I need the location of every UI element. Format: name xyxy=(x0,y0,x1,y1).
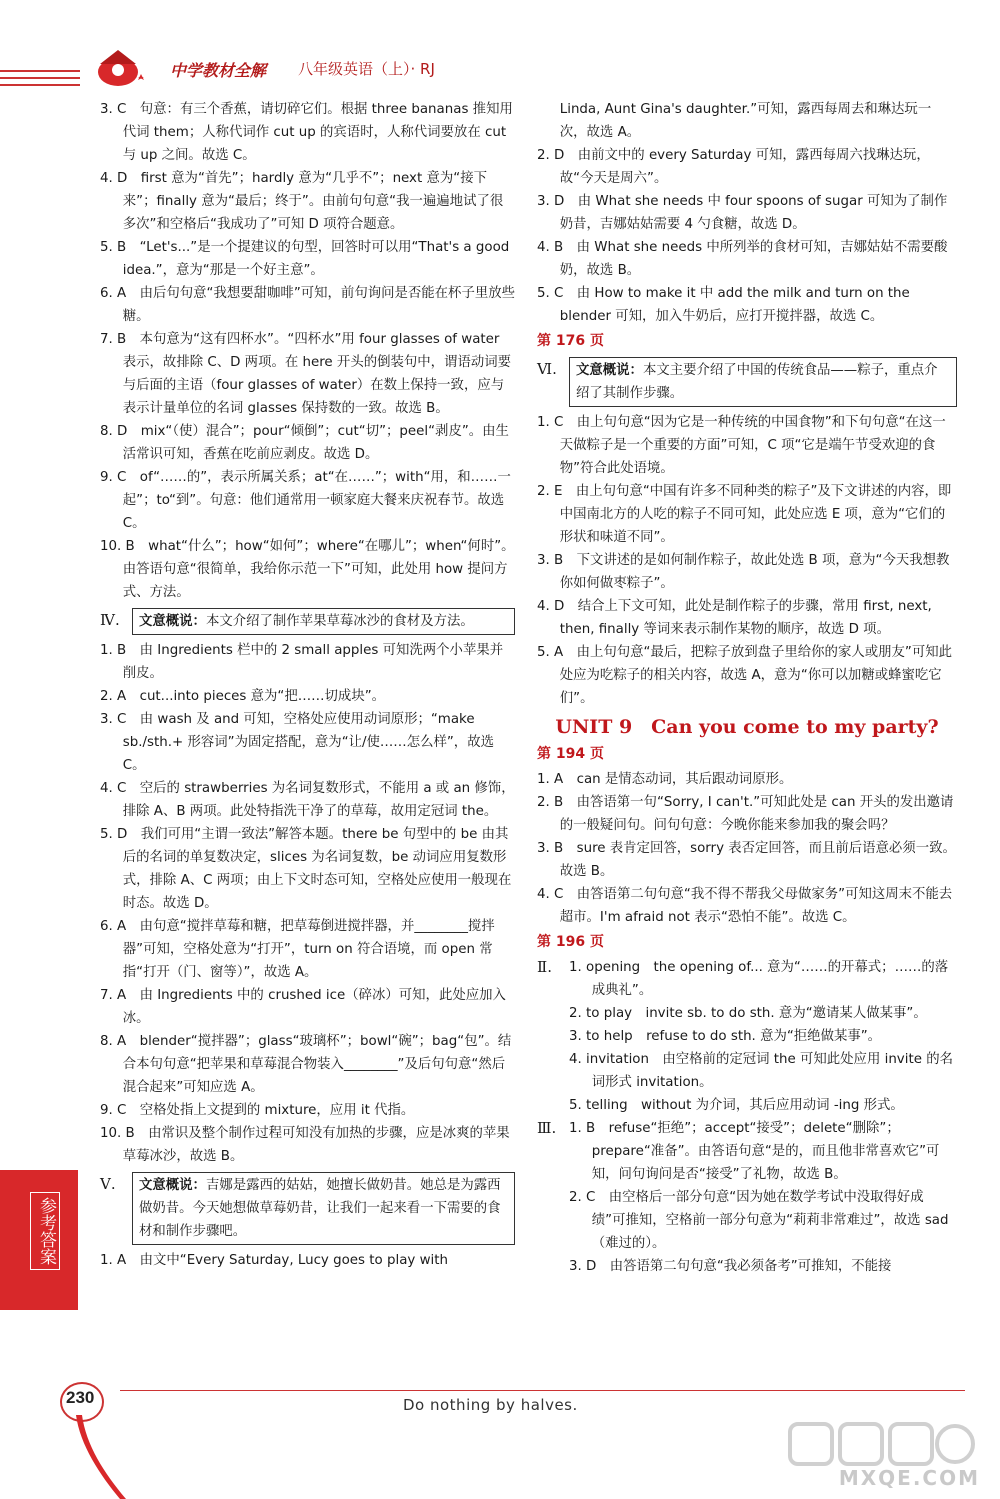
answer-item: 1. B 由 Ingredients 栏中的 2 small apples 可知洗两个小苹果并削皮。 xyxy=(100,643,504,681)
summary-label: 文意概说： xyxy=(139,1178,206,1193)
page-reference: 第 196 页 xyxy=(537,934,604,950)
section-numeral: Ⅳ. xyxy=(100,611,120,629)
answer-item: 8. D mix“（使）混合”；pour“倾倒”；cut“切”；peel“剥皮”。由生活常识可知，香蕉在吃前应剥皮。故选 D。 xyxy=(100,424,509,462)
answer-item: 2. E 由上句句意“中国有许多不同种类的粽子”及下文讲述的内容，即中国南北方的人吃的粽子不同可知，此处应选 E 项，意为“它们的形状和味道不同”。 xyxy=(537,484,952,545)
answer-item: 10. B what“什么”；how“如何”；where“在哪儿”；when“何时”。由答语句意“很简单，我给你示范一下”可知，此处用 how 提问方式、方法。 xyxy=(100,539,515,600)
summary-label: 文意概说： xyxy=(576,363,643,378)
answer-item: 2. A cut...into pieces 意为“把……切成块”。 xyxy=(100,689,386,704)
answer-item: 4. B 由 What she needs 中所列举的食材可知，吉娜姑姑不需要酸奶，故选 B。 xyxy=(537,240,948,278)
summary-text: 吉娜是露西的姑姑，她擅长做奶昔。她总是为露西做奶昔。今天她想做草莓奶昔，让我们一起来看一下需要的食材和制作步骤吧。 xyxy=(139,1178,501,1239)
answer-item: 3. D 由答语第二句句意“我必须备考”可推知，不能接 xyxy=(569,1259,892,1274)
answer-item: 4. invitation 由空格前的定冠词 the 可知此处应用 invite 的名词形式 invitation。 xyxy=(569,1052,953,1090)
page-header xyxy=(0,30,1000,100)
answer-item: 7. B 本句意为“这有四杯水”。“四杯水”用 four glasses of water 表示，故排除 C、D 两项。在 here 开头的倒装句中，谓语动词要与后面的主语（four glasses of water）在数上保持一致，应与表示计量单位的名词 glasses 保持数的一致。故选 B。 xyxy=(100,332,512,416)
side-tab-label: 参考答案 xyxy=(30,1192,60,1270)
page-reference: 第 194 页 xyxy=(537,746,604,762)
answer-item: 3. B 下文讲述的是如何制作粽子，故此处选 B 项，意为“今天我想教你如何做枣粽子”。 xyxy=(537,553,950,591)
answer-item: 8. A blender“搅拌器”；glass“玻璃杯”；bowl“碗”；bag“包”。结合本句句意“把苹果和草莓混合物装入________”及后句句意“然后混合起来”可知应选 A。 xyxy=(100,1034,512,1095)
section-4-header xyxy=(100,608,515,635)
answer-item: 5. telling without 为介词，其后应用动词 -ing 形式。 xyxy=(569,1098,904,1113)
header-decoration xyxy=(0,70,80,100)
summary-box xyxy=(132,608,515,635)
page-reference: 第 176 页 xyxy=(537,333,604,349)
answer-item: 5. A 由上句句意“最后，把粽子放到盘子里给你的家人或朋友”可知此处应为吃粽子的相关内容，故选 A，意为“你可以加糖或蜂蜜吃它们”。 xyxy=(537,645,953,706)
summary-box xyxy=(132,1172,515,1245)
answer-item: 9. C of“……的”，表示所属关系；at“在……”；with“用，和……一起”；to“到”。句意：他们通常用一顿家庭大餐来庆祝春节。故选 C。 xyxy=(100,470,511,531)
answer-item: 7. A 由 Ingredients 中的 crushed ice（碎冰）可知，此处应加入冰。 xyxy=(100,988,506,1026)
answer-item: 2. to play invite sb. to do sth. 意为“邀请某人做某事”。 xyxy=(569,1006,927,1021)
page-number: 230 xyxy=(66,1388,95,1407)
watermark-text: MXQE.COM xyxy=(838,1466,980,1490)
decorative-swoosh-icon xyxy=(70,1415,130,1499)
summary-box xyxy=(569,357,957,407)
answer-item: 3. C 由 wash 及 and 可知，空格处应使用动词原形；“make sb./sth.+ 形容词”为固定搭配，意为“让/使……怎么样”，故选 C。 xyxy=(100,712,494,773)
answer-item: 6. A 由句意“搅拌草莓和糖，把草莓倒进搅拌器，并________搅拌器”可知，空格处意为“打开”，turn on 符合语境，而 open 常指“打开（门、窗等）”，故选 A。 xyxy=(100,919,495,980)
right-column xyxy=(537,98,957,1278)
section-3 xyxy=(537,1117,957,1278)
answer-item: 1. A can 是情态动词，其后跟动词原形。 xyxy=(537,772,793,787)
unit-heading: UNIT 9 Can you come to my party? xyxy=(555,716,939,738)
section-numeral: Ⅱ. xyxy=(537,958,552,976)
answer-item: 9. C 空格处指上文提到的 mixture，应用 it 代指。 xyxy=(100,1103,415,1118)
footer-divider xyxy=(120,1390,965,1391)
answer-item: 4. D first 意为“首先”；hardly 意为“几乎不”；next 意为“接下来”；finally 意为“最后；终于”。由前句句意“我一遍遍地试了很多次”和空格后“我成功了”可知 D 项符合题意。 xyxy=(100,171,504,232)
answer-item: 3. D 由 What she needs 中 four spoons of sugar 可知为了制作奶昔，吉娜姑姑需要 4 勺食糖，故选 D。 xyxy=(537,194,948,232)
answer-item: 1. opening the opening of... 意为“……的开幕式；……的落成典礼”。 xyxy=(569,960,949,998)
answer-item: 4. D 结合上下文可知，此处是制作粽子的步骤，常用 first, next, then, finally 等词来表示制作某物的顺序，故选 D 项。 xyxy=(537,599,932,637)
section-5-header xyxy=(100,1172,515,1245)
left-column xyxy=(100,98,515,1272)
answer-item: 10. B 由常识及整个制作过程可知没有加热的步骤，应是冰爽的苹果草莓冰沙，故选 B。 xyxy=(100,1126,510,1164)
answer-item: 3. B sure 表肯定回答，sorry 表否定回答，而且前后语意必须一致。故选 B。 xyxy=(537,841,956,879)
book-title: 中学教材全解 xyxy=(170,61,267,80)
answer-item: 5. D 我们可用“主谓一致法”解答本题。there be 句型中的 be 由其后的名词的单复数决定，slices 为名词复数，be 动词应用复数形式，排除 A、C 两项；由上下文时态可知，空格处应使用一般现在时态。故选 D。 xyxy=(100,827,512,911)
summary-text: 本文介绍了制作苹果草莓冰沙的食材及方法。 xyxy=(205,614,474,629)
answer-item: 1. C 由上句句意“因为它是一种传统的中国食物”和下句句意“在这一天做粽子是一个重要的方面”可知，C 项“它是端午节受欢迎的食物”符合此处语境。 xyxy=(537,415,946,476)
answer-item: 1. B refuse“拒绝”；accept“接受”；delete“删除”；prepare“准备”。由答语句意“是的，而且他非常喜欢它”可知，问句询问是否“接受”了礼物，故选 B。 xyxy=(569,1121,940,1182)
answer-item: 5. B “Let's...”是一个提建议的句型，回答时可以用“That's a good idea.”，意为“那是一个好主意”。 xyxy=(100,240,510,278)
grade-label: 八年级英语（上）· RJ xyxy=(298,60,435,78)
answer-item: 2. B 由答语第一句“Sorry, I can't.”可知此处是 can 开头的发出邀请的一般疑问句。问句句意：今晚你能来参加我的聚会吗？ xyxy=(537,795,954,833)
section-numeral: Ⅴ. xyxy=(100,1175,116,1193)
answer-item: 4. C 空后的 strawberries 为名词复数形式，不能用 a 或 an 修饰，排除 A、B 两项。此处特指洗干净了的草莓，故用定冠词 the。 xyxy=(100,781,515,819)
answer-item: 2. C 由空格后一部分句意“因为她在数学考试中没取得好成绩”可推知，空格前一部分句意为“莉莉非常难过”，故选 sad（难过的）。 xyxy=(569,1190,949,1251)
footer-motto: Do nothing by halves. xyxy=(403,1396,578,1414)
continued-text: Linda, Aunt Gina's daughter.”可知，露西每周去和琳达玩一次，故选 A。 xyxy=(559,102,932,140)
summary-label: 文意概说： xyxy=(139,614,206,629)
section-6-header xyxy=(537,357,957,407)
answer-item: 5. C 由 How to make it 中 add the milk and turn on the blender 可知，加入牛奶后，应打开搅拌器，故选 C。 xyxy=(537,286,910,324)
answer-item: 1. A 由文中“Every Saturday, Lucy goes to play with xyxy=(100,1253,448,1268)
summary-text: 本文主要介绍了中国的传统食品——粽子，重点介绍了其制作步骤。 xyxy=(576,363,938,401)
answer-item: 4. C 由答语第二句句意“我不得不帮我父母做家务”可知这周末不能去超市。I'm afraid not 表示“恐怕不能”。故选 C。 xyxy=(537,887,953,925)
answer-item: 2. D 由前文中的 every Saturday 可知，露西每周六找琳达玩，故“今天是周六”。 xyxy=(537,148,930,186)
answer-item: 3. to help refuse to do sth. 意为“拒绝做某事”。 xyxy=(569,1029,882,1044)
brand-logo-icon xyxy=(88,42,148,92)
section-2 xyxy=(537,956,957,1117)
answer-item: 6. A 由后句句意“我想要甜咖啡”可知，前句询问是否能在杯子里放些糖。 xyxy=(100,286,516,324)
section-numeral: Ⅵ. xyxy=(537,360,557,378)
answer-item: 3. C 句意：有三个香蕉，请切碎它们。根据 three bananas 推知用代词 them；人称代词作 cut up 的宾语时，人称代词要放在 cut 与 up 之间。故选 C。 xyxy=(100,102,513,163)
section-numeral: Ⅲ. xyxy=(537,1119,557,1137)
